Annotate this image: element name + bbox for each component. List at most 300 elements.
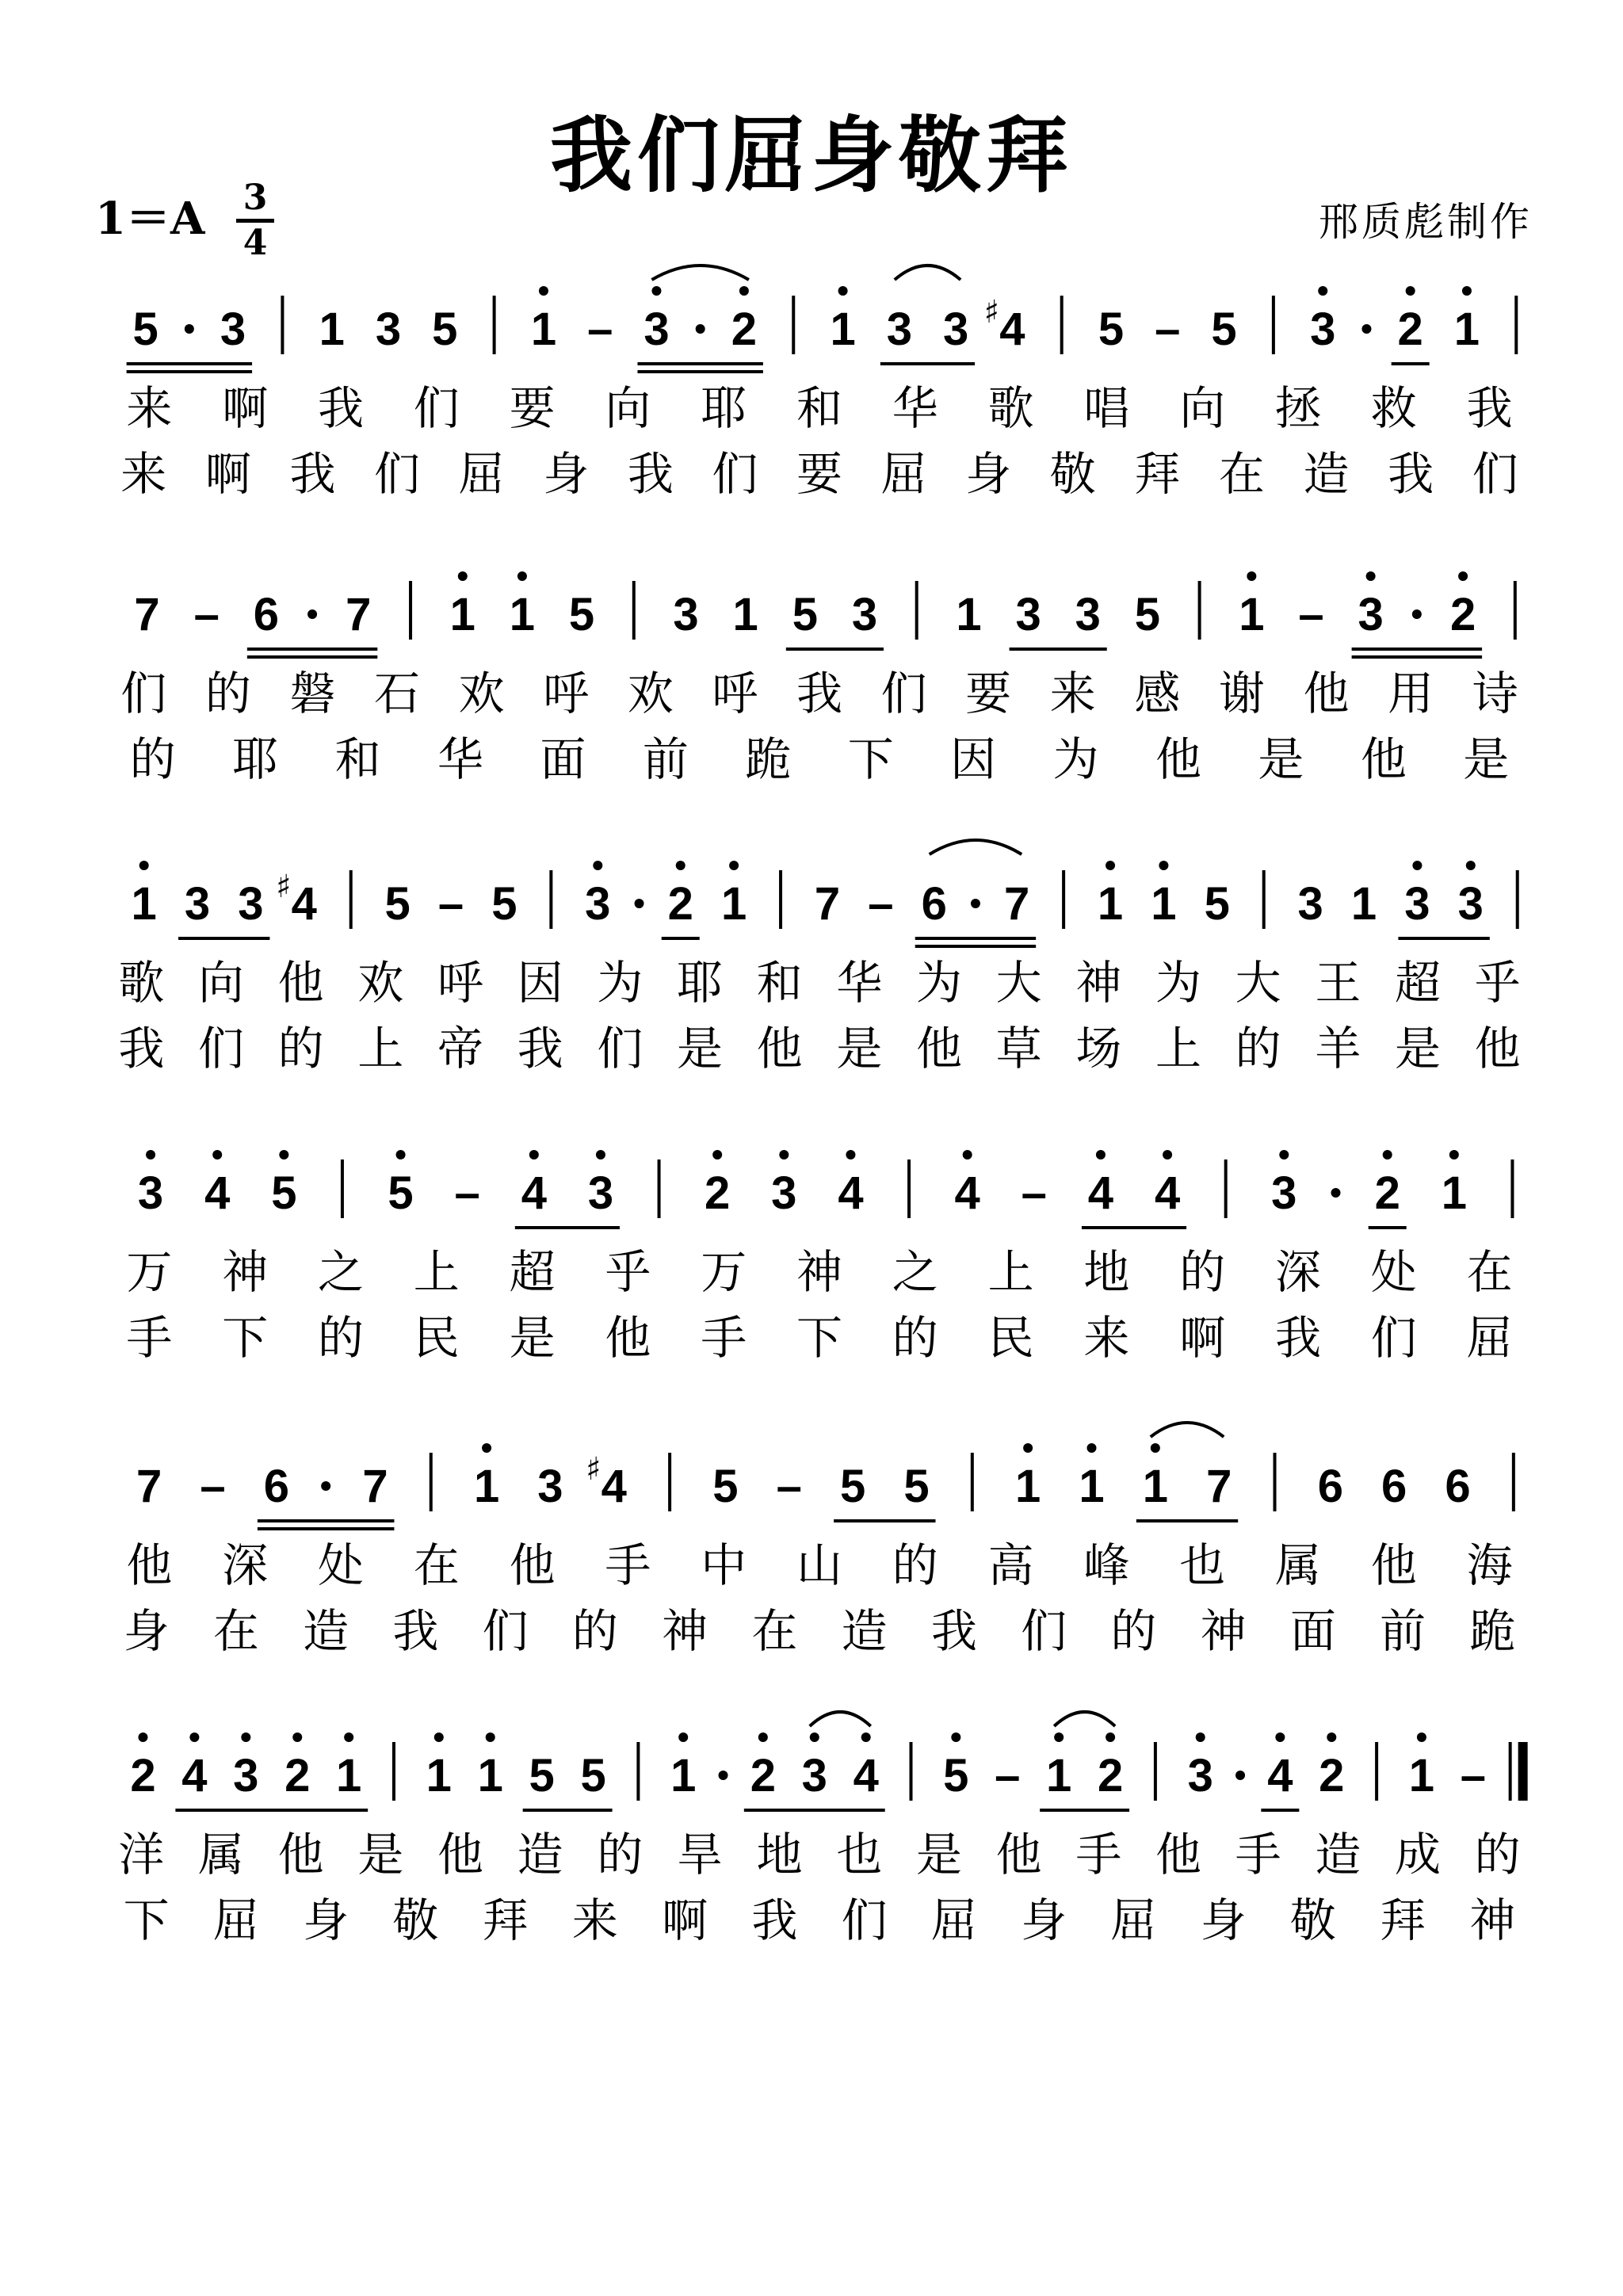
lyric-verse-1: 是 — [357, 1828, 404, 1881]
dash-extension: – — [868, 878, 894, 930]
note: 3 — [1457, 878, 1484, 930]
octave-dot — [458, 571, 468, 581]
dot-augmentation — [635, 899, 644, 908]
note: 5 — [712, 1461, 739, 1512]
note: 1 — [1079, 1461, 1105, 1512]
lyric-verse-1: 向 — [197, 956, 245, 1010]
lyric-verse-1: 地 — [756, 1828, 803, 1881]
time-signature-top: 3 — [242, 178, 268, 218]
octave-dot — [1054, 1733, 1064, 1742]
note: 2 — [667, 878, 693, 930]
lyric-verse-2: 耶 — [232, 732, 279, 786]
lyric-verse-1: 是 — [915, 1828, 963, 1881]
note: 1 — [732, 589, 758, 640]
note: 1 — [509, 589, 536, 640]
lyric-verse-1: 因 — [517, 956, 563, 1010]
lyric-verse-1: 我 — [1466, 381, 1513, 435]
note: 1 — [956, 589, 982, 640]
key-signature: 1＝A — [95, 193, 205, 245]
lyric-verse-2: 啊 — [662, 1893, 708, 1947]
octave-dot — [678, 1733, 688, 1742]
note: 7 — [1206, 1461, 1232, 1512]
note: 3 — [184, 878, 211, 930]
note: 5 — [432, 304, 458, 355]
lyric-verse-1: 他 — [277, 956, 324, 1010]
note: 1 — [319, 304, 345, 355]
lyric-verse-1: 处 — [1370, 1245, 1417, 1299]
lyric-verse-1: 华 — [836, 956, 883, 1010]
lyric-verse-1: 的 — [204, 667, 251, 720]
lyric-verse-1: 神 — [796, 1245, 843, 1299]
octave-dot — [1106, 861, 1115, 870]
note: 4 — [181, 1750, 208, 1801]
lyric-verse-2: 他 — [915, 1022, 963, 1075]
lyric-verse-1: 旱 — [676, 1828, 724, 1881]
lyric-verse-2: 帝 — [437, 1022, 484, 1075]
lyric-verse-1: 之 — [892, 1245, 938, 1299]
lyric-verse-1: 感 — [1134, 667, 1181, 720]
lyric-verse-2: 们 — [841, 1893, 888, 1947]
octave-dot — [517, 571, 527, 581]
note: 4 — [1154, 1167, 1181, 1219]
note: 5 — [580, 1750, 606, 1801]
lyric-verse-1: 向 — [1179, 381, 1226, 435]
note: 7 — [362, 1461, 388, 1512]
lyric-verse-1: 歌 — [118, 956, 165, 1010]
lyric-verse-1: 他 — [277, 1828, 324, 1881]
lyric-verse-2: 我 — [392, 1604, 439, 1658]
lyric-verse-2: 来 — [120, 447, 167, 501]
note: 1 — [1046, 1750, 1072, 1801]
lyric-verse-1: 在 — [1466, 1245, 1513, 1299]
lyric-verse-2: 身 — [123, 1604, 170, 1658]
lyric-verse-2: 下 — [123, 1893, 170, 1947]
octave-dot — [396, 1150, 406, 1159]
dash-extension: – — [193, 589, 220, 640]
note: 6 — [1317, 1461, 1343, 1512]
note: 3 — [1297, 878, 1323, 930]
lyric-verse-2: 身 — [303, 1893, 349, 1947]
note: 1 — [1097, 878, 1124, 930]
lyric-verse-2: 跪 — [745, 732, 792, 786]
octave-dot — [676, 861, 685, 870]
dot-augmentation — [971, 899, 980, 908]
note: 2 — [705, 1167, 731, 1219]
lyric-verse-1: 华 — [892, 381, 938, 435]
note: 3 — [886, 304, 912, 355]
lyric-verse-2: 来 — [571, 1893, 618, 1947]
lyric-verse-1: 大 — [995, 956, 1042, 1010]
dash-extension: – — [776, 1461, 802, 1512]
lyric-verse-2: 我 — [118, 1022, 165, 1075]
lyric-verse-1: 唱 — [1083, 381, 1130, 435]
lyric-verse-2: 的 — [277, 1022, 324, 1075]
note: 7 — [1004, 878, 1030, 930]
octave-dot — [593, 861, 602, 870]
slur-arc — [1151, 1423, 1224, 1437]
note: 5 — [840, 1461, 866, 1512]
lyric-verse-2: 们 — [374, 447, 421, 501]
note: 4 — [954, 1167, 980, 1219]
octave-dot — [1247, 571, 1256, 581]
lyric-verse-2: 来 — [1083, 1311, 1130, 1365]
lyric-verse-2: 拜 — [1134, 447, 1181, 501]
author-credit: 邢质彪制作 — [1319, 199, 1533, 245]
lyric-verse-2: 造 — [1303, 447, 1350, 501]
lyric-verse-1: 深 — [1274, 1245, 1322, 1299]
octave-dot — [292, 1733, 302, 1742]
lyric-verse-2: 们 — [712, 447, 758, 501]
octave-dot — [1449, 1150, 1459, 1159]
lyric-verse-2: 他 — [1155, 732, 1202, 786]
lyric-verse-2: 们 — [1472, 447, 1518, 501]
octave-dot — [344, 1733, 353, 1742]
note: 1 — [473, 1461, 500, 1512]
note: 2 — [1319, 1750, 1345, 1801]
octave-dot — [1196, 1733, 1205, 1742]
note: 1 — [1142, 1461, 1168, 1512]
note: 3 — [851, 589, 878, 640]
note: 1 — [1453, 304, 1480, 355]
note: 3 — [643, 304, 670, 355]
lyric-verse-1: 他 — [126, 1538, 173, 1592]
lyric-verse-1: 他 — [1370, 1538, 1417, 1592]
lyric-verse-1: 歌 — [987, 381, 1034, 435]
lyric-verse-1: 也 — [1179, 1538, 1226, 1592]
lyric-verse-2: 的 — [317, 1311, 365, 1365]
octave-dot — [729, 861, 739, 870]
lyric-verse-2: 屈 — [1110, 1893, 1157, 1947]
lyric-verse-2: 前 — [642, 732, 689, 786]
lyric-verse-1: 处 — [317, 1538, 365, 1592]
lyric-verse-1: 在 — [413, 1538, 460, 1592]
lyric-verse-1: 呼 — [437, 956, 484, 1010]
time-signature-bottom: 4 — [242, 223, 268, 263]
note: 1 — [426, 1750, 452, 1801]
lyric-verse-2: 身 — [965, 447, 1012, 501]
lyric-verse-1: 我 — [317, 381, 365, 435]
lyric-verse-1: 造 — [517, 1828, 563, 1881]
note: 5 — [384, 878, 411, 930]
lyric-verse-1: 成 — [1394, 1828, 1442, 1881]
octave-dot — [951, 1733, 960, 1742]
lyric-verse-1: 来 — [1049, 667, 1096, 720]
note: 1 — [530, 304, 557, 355]
note: 6 — [921, 878, 947, 930]
lyric-verse-1: 峰 — [1083, 1538, 1130, 1592]
note: 1 — [1151, 878, 1177, 930]
lyric-verse-2: 面 — [540, 732, 586, 786]
lyric-verse-2: 我 — [627, 447, 674, 501]
lyric-verse-2: 们 — [1021, 1604, 1067, 1658]
lyric-verse-2: 神 — [1200, 1604, 1247, 1658]
lyric-verse-1: 诗 — [1472, 667, 1518, 720]
lyric-verse-1: 手 — [1075, 1828, 1122, 1881]
lyric-verse-2: 屈 — [458, 447, 505, 501]
lyric-verse-2: 他 — [1360, 732, 1407, 786]
sharp-sign: ♯ — [586, 1451, 601, 1488]
note: 3 — [233, 1750, 259, 1801]
octave-dot — [739, 286, 749, 296]
octave-dot — [539, 286, 548, 296]
note: 1 — [1441, 1167, 1467, 1219]
octave-dot — [1327, 1733, 1336, 1742]
note: 4 — [521, 1167, 547, 1219]
note: 2 — [731, 304, 758, 355]
note: 1 — [336, 1750, 362, 1801]
octave-dot — [758, 1733, 768, 1742]
octave-dot — [1406, 286, 1415, 296]
dash-extension: – — [1155, 304, 1181, 355]
lyric-verse-2: 他 — [756, 1022, 803, 1075]
note: 1 — [1014, 1461, 1041, 1512]
note: 2 — [285, 1750, 311, 1801]
lyric-verse-1: 谢 — [1218, 667, 1265, 720]
octave-dot — [212, 1150, 222, 1159]
octave-dot — [1151, 1443, 1160, 1453]
lyric-verse-1: 他 — [437, 1828, 484, 1881]
dot-augmentation — [1412, 609, 1422, 619]
lyric-verse-1: 超 — [1394, 956, 1442, 1010]
lyric-verse-2: 场 — [1075, 1022, 1122, 1075]
note: 3 — [1404, 878, 1430, 930]
lyric-verse-1: 万 — [701, 1245, 747, 1299]
note: 2 — [1397, 304, 1423, 355]
dot-augmentation — [696, 324, 705, 334]
lyric-verse-1: 为 — [597, 956, 643, 1010]
dash-extension: – — [1021, 1167, 1047, 1219]
lyric-verse-1: 耶 — [701, 381, 747, 435]
lyric-verse-1: 属 — [1274, 1538, 1322, 1592]
lyric-verse-1: 向 — [605, 381, 651, 435]
lyric-verse-2: 华 — [437, 732, 484, 786]
note: 4 — [204, 1167, 231, 1219]
lyric-verse-1: 深 — [222, 1538, 269, 1592]
lyric-verse-2: 们 — [482, 1604, 529, 1658]
lyric-verse-1: 的 — [1179, 1245, 1226, 1299]
note: 3 — [375, 304, 402, 355]
lyric-verse-1: 磐 — [289, 667, 336, 720]
lyric-verse-1: 来 — [126, 381, 173, 435]
lyric-verse-1: 手 — [1235, 1828, 1281, 1881]
octave-dot — [651, 286, 661, 296]
lyric-verse-1: 和 — [756, 956, 803, 1010]
lyric-verse-1: 上 — [413, 1245, 460, 1299]
dash-extension: – — [587, 304, 613, 355]
lyric-verse-2: 民 — [987, 1311, 1034, 1365]
lyric-verse-2: 们 — [597, 1022, 643, 1075]
lyric-verse-1: 的 — [892, 1538, 938, 1592]
lyric-verse-2: 敬 — [1289, 1893, 1336, 1947]
lyric-verse-1: 和 — [796, 381, 843, 435]
octave-dot — [1163, 1150, 1172, 1159]
octave-dot — [529, 1150, 539, 1159]
octave-dot — [241, 1733, 250, 1742]
octave-dot — [139, 861, 149, 870]
lyric-verse-1: 他 — [1155, 1828, 1202, 1881]
octave-dot — [189, 1733, 199, 1742]
lyric-verse-2: 羊 — [1315, 1022, 1361, 1075]
lyric-verse-2: 跪 — [1469, 1604, 1516, 1658]
octave-dot — [596, 1150, 605, 1159]
dash-extension: – — [437, 878, 464, 930]
note: 3 — [537, 1461, 563, 1512]
lyric-verse-1: 乎 — [605, 1245, 651, 1299]
lyric-verse-2: 神 — [662, 1604, 708, 1658]
octave-dot — [846, 1150, 855, 1159]
lyric-verse-2: 我 — [517, 1022, 563, 1075]
octave-dot — [1023, 1443, 1033, 1453]
dot-augmentation — [185, 324, 194, 334]
lyric-verse-2: 是 — [676, 1022, 724, 1075]
note: 5 — [132, 304, 158, 355]
lyric-verse-2: 前 — [1380, 1604, 1426, 1658]
note: 4 — [601, 1461, 627, 1512]
lyric-verse-1: 要 — [965, 667, 1012, 720]
note: 3 — [673, 589, 699, 640]
note: 3 — [1075, 589, 1101, 640]
note: 5 — [568, 589, 595, 640]
lyric-verse-2: 的 — [892, 1311, 938, 1365]
octave-dot — [1366, 571, 1376, 581]
note: 4 — [1267, 1750, 1293, 1801]
note: 7 — [134, 589, 160, 640]
lyric-verse-2: 拜 — [482, 1893, 529, 1947]
note: 4 — [291, 878, 317, 930]
octave-dot — [1466, 861, 1476, 870]
lyric-verse-1: 造 — [1315, 1828, 1361, 1881]
slur-arc — [930, 840, 1022, 854]
note: 2 — [1097, 1750, 1124, 1801]
note: 7 — [136, 1461, 162, 1512]
lyric-verse-2: 他 — [605, 1311, 651, 1365]
lyric-verse-2: 屈 — [212, 1893, 259, 1947]
note: 1 — [720, 878, 747, 930]
lyric-verse-1: 们 — [880, 667, 927, 720]
lyric-verse-2: 下 — [222, 1311, 269, 1365]
octave-dot — [482, 1443, 491, 1453]
note: 5 — [271, 1167, 297, 1219]
octave-dot — [146, 1150, 155, 1159]
lyric-verse-2: 们 — [197, 1022, 245, 1075]
note: 3 — [801, 1750, 827, 1801]
note: 1 — [1239, 589, 1265, 640]
note: 3 — [587, 1167, 614, 1219]
lyric-verse-2: 因 — [950, 732, 997, 786]
lyric-verse-1: 要 — [509, 381, 556, 435]
lyric-verse-2: 身 — [1200, 1893, 1247, 1947]
octave-dot — [712, 1150, 722, 1159]
note: 5 — [491, 878, 517, 930]
lyric-verse-2: 造 — [303, 1604, 349, 1658]
lyric-verse-2: 在 — [751, 1604, 798, 1658]
lyric-verse-2: 民 — [413, 1311, 460, 1365]
lyric-verse-1: 拯 — [1274, 381, 1322, 435]
lyric-verse-2: 啊 — [204, 447, 251, 501]
lyric-verse-2: 敬 — [392, 1893, 439, 1947]
lyric-verse-2: 我 — [289, 447, 336, 501]
lyric-verse-1: 的 — [1474, 1828, 1521, 1881]
lyric-verse-2: 面 — [1289, 1604, 1336, 1658]
lyric-verse-2: 是 — [509, 1311, 556, 1365]
lyric-verse-1: 超 — [509, 1245, 556, 1299]
lyric-verse-1: 欢 — [627, 667, 674, 720]
lyric-verse-2: 他 — [1474, 1022, 1521, 1075]
lyric-verse-2: 和 — [334, 732, 381, 786]
note: 6 — [263, 1461, 290, 1512]
lyric-verse-1: 手 — [605, 1538, 651, 1592]
octave-dot — [1096, 1150, 1106, 1159]
octave-dot — [1462, 286, 1472, 296]
lyric-verse-1: 用 — [1388, 667, 1434, 720]
dash-extension: – — [454, 1167, 480, 1219]
note: 7 — [346, 589, 372, 640]
note: 4 — [838, 1167, 864, 1219]
lyric-verse-2: 我 — [930, 1604, 977, 1658]
octave-dot — [1086, 1443, 1096, 1453]
lyric-verse-2: 拜 — [1380, 1893, 1426, 1947]
lyric-verse-1: 大 — [1235, 956, 1281, 1010]
lyric-verse-2: 的 — [1235, 1022, 1281, 1075]
note: 3 — [137, 1167, 164, 1219]
note: 3 — [1358, 589, 1384, 640]
lyric-verse-1: 石 — [374, 667, 421, 720]
lyric-verse-2: 为 — [1052, 732, 1099, 786]
lyric-verse-2: 要 — [796, 447, 843, 501]
note: 5 — [1204, 878, 1230, 930]
note: 1 — [1408, 1750, 1435, 1801]
lyric-verse-1: 上 — [987, 1245, 1034, 1299]
lyric-verse-2: 的 — [571, 1604, 618, 1658]
slur-arc — [810, 1712, 871, 1726]
dash-extension: – — [1298, 589, 1324, 640]
slur-arc — [1054, 1712, 1115, 1726]
lyric-verse-1: 呼 — [712, 667, 758, 720]
lyric-verse-1: 他 — [995, 1828, 1042, 1881]
lyric-verse-2: 们 — [1370, 1311, 1417, 1365]
note: 3 — [1187, 1750, 1213, 1801]
note: 5 — [792, 589, 818, 640]
octave-dot — [1383, 1150, 1392, 1159]
note: 3 — [220, 304, 246, 355]
note: 3 — [585, 878, 611, 930]
lyric-verse-1: 万 — [126, 1245, 173, 1299]
note: 5 — [1211, 304, 1237, 355]
lyric-verse-2: 在 — [212, 1604, 259, 1658]
note: 5 — [903, 1461, 930, 1512]
dot-augmentation — [719, 1771, 728, 1780]
lyric-verse-1: 中 — [701, 1538, 747, 1592]
note: 3 — [1015, 589, 1041, 640]
lyric-verse-2: 我 — [1388, 447, 1434, 501]
note: 1 — [131, 878, 157, 930]
lyric-verse-1: 耶 — [676, 956, 724, 1010]
lyric-verse-1: 乎 — [1474, 956, 1521, 1010]
note: 4 — [1087, 1167, 1114, 1219]
dot-augmentation — [1235, 1771, 1245, 1780]
lyric-verse-1: 呼 — [543, 667, 590, 720]
lyric-verse-1: 们 — [413, 381, 460, 435]
dot-augmentation — [1361, 324, 1371, 334]
lyric-verse-2: 身 — [1021, 1893, 1067, 1947]
dot-augmentation — [307, 609, 317, 619]
note: 5 — [943, 1750, 969, 1801]
dot-augmentation — [1331, 1188, 1341, 1198]
lyric-verse-1: 的 — [597, 1828, 643, 1881]
note: 1 — [830, 304, 856, 355]
octave-dot — [1417, 1733, 1426, 1742]
octave-dot — [779, 1150, 789, 1159]
